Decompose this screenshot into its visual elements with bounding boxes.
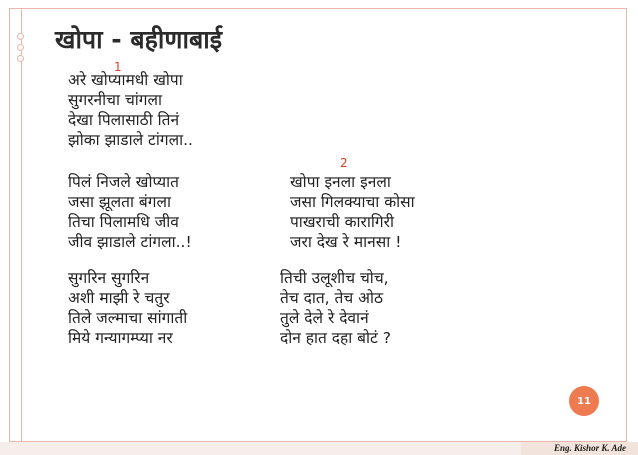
poem-line: तुले देले रे देवानं <box>280 309 369 327</box>
poem-line: पाखराची कारागिरी <box>290 213 395 231</box>
left-stanza-2 <box>68 172 192 252</box>
poem-line: तिची उलूशीच चोच, <box>280 269 389 287</box>
poem-line: जीव झाडाले टांगला..! <box>68 233 192 251</box>
footer-author: Eng. Kishor K. Ade <box>554 443 626 453</box>
poem-line: जसा झूलता बंगला <box>68 193 172 211</box>
left-rule <box>21 8 22 442</box>
dot-icon <box>17 55 24 62</box>
poem-line: देखा पिलासाठी तिनं <box>68 111 180 129</box>
marker-2: 2 <box>340 156 348 170</box>
poem-line: दोन हात दहा बोटं ? <box>280 329 392 347</box>
poem-line: तेच दात, तेच ओठ <box>280 289 384 307</box>
poem-line: जसा गिलक्याचा कोसा <box>290 193 415 211</box>
page-title: खोपा - बहीणाबाई <box>55 25 222 54</box>
poem-line: पिलं निजले खोप्यात <box>68 173 180 191</box>
right-stanza-1 <box>290 172 415 252</box>
poem-line: तिले जल्माचा सांगाती <box>68 309 188 327</box>
left-stanza-1 <box>68 70 193 150</box>
poem-line: खोपा इनला इनला <box>290 173 391 191</box>
poem-line: मिये गन्यागम्प्या नर <box>68 329 173 347</box>
poem-line: अरे खोप्यामधी खोपा <box>68 71 183 89</box>
poem-line: झोका झाडाले टांगला.. <box>68 131 193 149</box>
page-number-badge: 11 <box>569 386 599 416</box>
dot-icon <box>17 44 24 51</box>
right-stanza-2 <box>280 268 391 348</box>
poem-line: तिचा पिलामधि जीव <box>68 213 179 231</box>
left-stanza-3 <box>68 268 187 348</box>
poem-line: सुगरनीचा चांगला <box>68 91 163 109</box>
marker-1: 1 <box>114 60 122 74</box>
poem-line: सुगरिन सुगरिन <box>68 269 150 287</box>
poem-line: अशी माझी रे चतुर <box>68 289 170 307</box>
dot-icon <box>17 33 24 40</box>
poem-line: जरा देख रे मानसा ! <box>290 233 402 251</box>
